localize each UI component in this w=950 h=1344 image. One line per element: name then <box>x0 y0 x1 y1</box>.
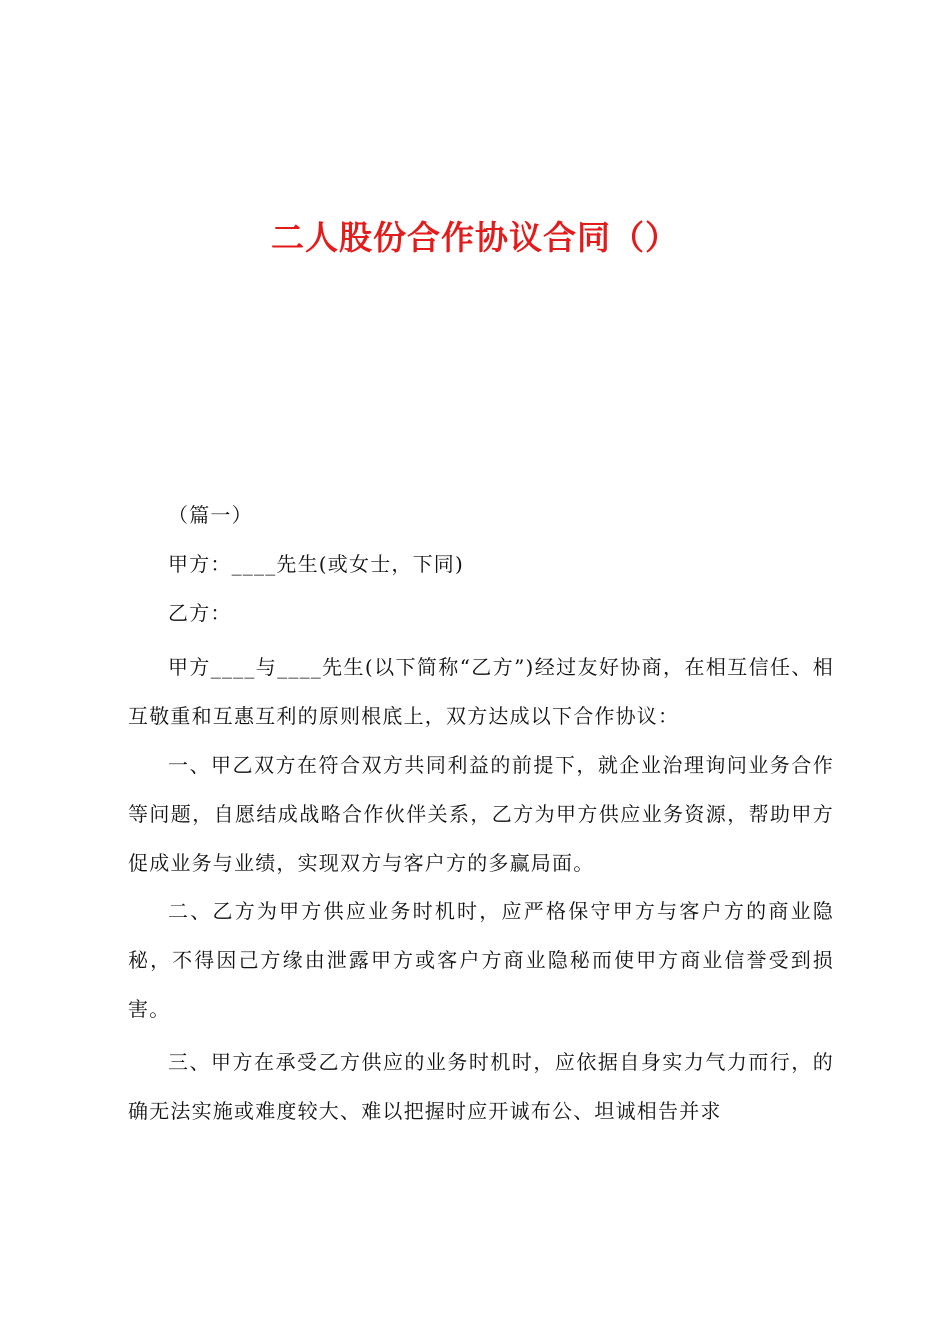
party-b-line: 乙方： <box>168 600 232 625</box>
intro-paragraph: 甲方____与____先生(以下简称“乙方”)经过友好协商，在相互信任、相互敬重和互惠互利的原则根底上，双方达成以下合作协议： <box>128 655 834 729</box>
party-a-line: 甲方：____先生(或女士，下同) <box>168 551 465 576</box>
document-body <box>128 491 834 1135</box>
clause-2-paragraph: 二、乙方为甲方供应业务时机时，应严格保守甲方与客户方的商业隐秘，不得因己方缘由泄露甲方或客户方商业隐秘而使甲方商业信誉受到损害。 <box>128 899 834 1021</box>
document-title: 二人股份合作协议合同（） <box>271 218 679 257</box>
section-label: （篇一） <box>168 503 253 527</box>
clause-1-paragraph: 一、甲乙双方在符合双方共同利益的前提下，就企业治理询问业务合作等问题，自愿结成战略合作伙伴关系，乙方为甲方供应业务资源，帮助甲方促成业务与业绩，实现双方与客户方的多赢局面。 <box>128 752 834 875</box>
clause-3-paragraph: 三、甲方在承受乙方供应的业务时机时，应依据自身实力气力而行，的确无法实施或难度较大、难以把握时应开诚布公、坦诚相告并求 <box>128 1049 834 1123</box>
